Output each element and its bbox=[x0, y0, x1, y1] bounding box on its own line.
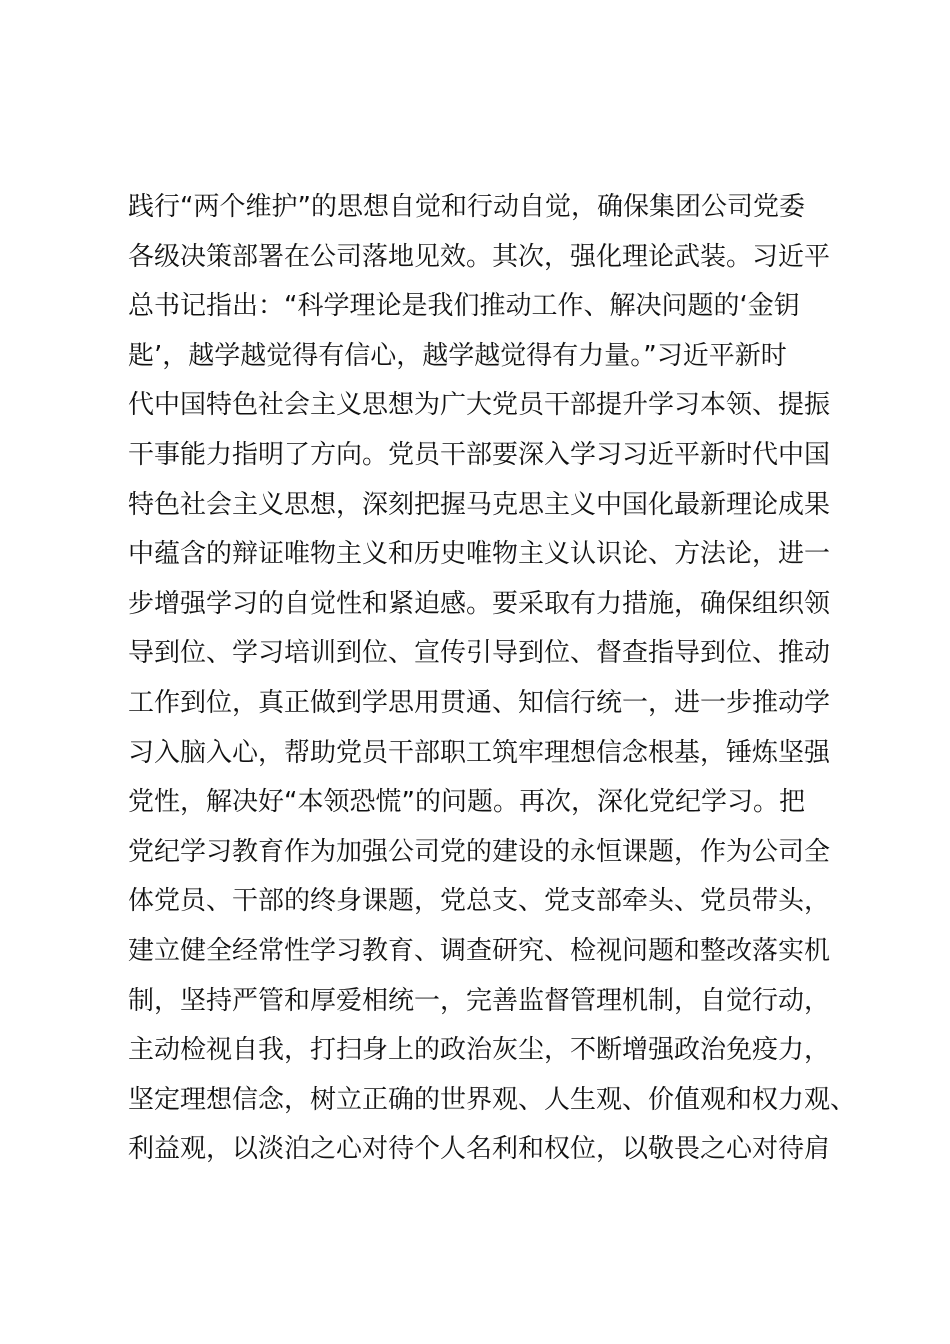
text-line: 中蕴含的辩证唯物主义和历史唯物主义认识论、方法论，进一 bbox=[128, 539, 831, 570]
text-line: 践行“两个维护”的思想自觉和行动自觉，确保集团公司党委 bbox=[128, 192, 805, 222]
text-line: 特色社会主义思想，深刻把握马克思主义中国化最新理论成果 bbox=[128, 489, 831, 520]
text-line: 步增强学习的自觉性和紧迫感。要采取有力措施，确保组织领 bbox=[128, 588, 831, 619]
text-line: 习入脑入心，帮助党员干部职工筑牢理想信念根基，锤炼坚强 bbox=[128, 737, 831, 768]
text-line: 制，坚持严管和厚爱相统一，完善监督管理机制，自觉行动， bbox=[128, 985, 831, 1016]
text-line: 总书记指出：“科学理论是我们推动工作、解决问题的‘金钥 bbox=[128, 291, 800, 322]
text-line: 匙’，越学越觉得有信心，越学越觉得有力量。”习近平新时 bbox=[128, 340, 787, 371]
text-line: 坚定理想信念，树立正确的世界观、人生观、价值观和权力观、 bbox=[128, 1084, 857, 1115]
text-line: 主动检视自我，打扫身上的政治灰尘，不断增强政治免疫力， bbox=[128, 1035, 831, 1066]
text-line: 工作到位，真正做到学思用贯通、知信行统一，进一步推动学 bbox=[128, 687, 831, 718]
text-line: 代中国特色社会主义思想为广大党员干部提升学习本领、提振 bbox=[128, 390, 831, 421]
text-line: 各级决策部署在公司落地见效。其次，强化理论武装。习近平 bbox=[128, 241, 831, 272]
text-line: 干事能力指明了方向。党员干部要深入学习习近平新时代中国 bbox=[128, 439, 831, 470]
body-paragraph bbox=[128, 183, 857, 1175]
text-line: 党纪学习教育作为加强公司党的建设的永恒课题，作为公司全 bbox=[128, 836, 831, 867]
text-line: 导到位、学习培训到位、宣传引导到位、督查指导到位、推动 bbox=[128, 638, 831, 669]
text-line: 利益观，以淡泊之心对待个人名利和权位，以敬畏之心对待肩 bbox=[128, 1134, 831, 1165]
text-line: 党性，解决好“本领恐慌”的问题。再次，深化党纪学习。把 bbox=[128, 787, 805, 818]
text-line: 体党员、干部的终身课题，党总支、党支部牵头、党员带头， bbox=[128, 886, 831, 917]
text-line: 建立健全经常性学习教育、调查研究、检视问题和整改落实机 bbox=[128, 935, 831, 966]
